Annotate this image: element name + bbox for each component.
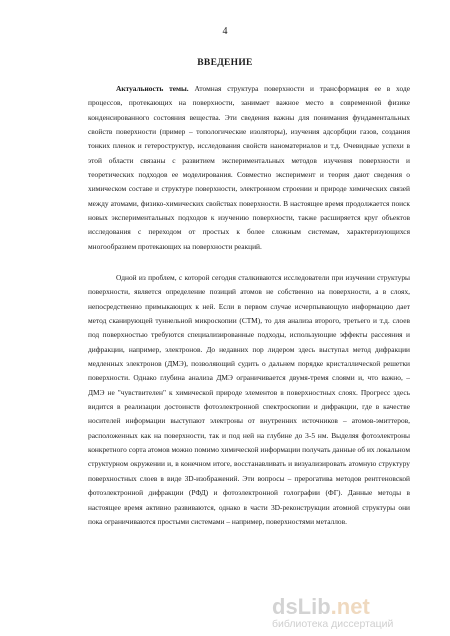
paragraph-body: Атомная структура поверхности и трансформация ее в ходе процессов, протекающих на поверхности, занимает важное место в современной физике конденсированного состояния вещества. Эти сведения важны для понимания фундаментальных свойств поверхности (пример – топологические изоляторы), изучения адсорбции газов, создания тонких пленок и гетероструктур, исследования свойств наноматериалов и т.д. Очевидные успехи в этой области связаны с развитием экспериментальных методов изучения поверхности и теоретических подходов ее моделирования. Совместно эксперимент и теория дают сведения о химическом составе и структуре поверхности, электронном строении и природе химических связей между атомами, физико-химических свойствах поверхности. В настоящее время продолжается поиск новых экспериментальных подходов к изучению поверхности, также расширяется круг объектов исследования с переходом от простых к более сложным системам, характеризующихся многообразием протекающих на поверхности реакций. bbox=[88, 84, 410, 251]
watermark-subtitle: библиотека диссертаций bbox=[272, 618, 394, 630]
section-heading: ВВЕДЕНИЕ bbox=[197, 58, 253, 68]
watermark-brand-suffix: .net bbox=[330, 594, 370, 619]
paragraph-problem bbox=[88, 271, 410, 529]
watermark-brand bbox=[272, 594, 370, 620]
paragraph-relevance bbox=[88, 82, 410, 254]
watermark-brand-main: dsLib bbox=[272, 594, 331, 619]
paragraph-body: Одной из проблем, с которой сегодня сталкиваются исследователи при изучении структуры поверхности, является определение позиций атомов не собственно на поверхности, а в слоях, непосредственно примыкающих к ней. Если в первом случае исчерпывающую информацию дает метод сканирующей туннельной микроскопии (СТМ), то для анализа второго, третьего и т.д. слоев под поверхностью требуются специализированные подходы, использующие эффекты рассеяния и дифракции, например, электронов. До недавних пор лидером здесь выступал метод дифракции медленных электронов (ДМЭ), позволяющий судить о дальнем порядке кристаллической решетки поверхности. Однако глубина анализа ДМЭ ограничивается двумя-тремя слоями и, что важно, – ДМЭ не "чувствителен" к химической природе элементов в поверхностных слоях. Прогресс здесь видится в реализации достоинств фотоэлектронной спектроскопии и дифракции, где в качестве носителей информации выступают электроны от внутренних источников – атомов-эмиттеров, расположенных как на поверхности, так и под ней на глубине до 3-5 нм. Выделяя фотоэлектроны конкретного сорта атомов можно помимо химической информации получать данные об их локальном структурном окружении и, в конечном итоге, восстанавливать и визуализировать атомную структуру поверхностных слоев в виде 3D-изображений. Эти вопросы – прерогатива методов рентгеновской фотоэлектронной дифракции (РФД) и фотоэлектронной голографии (ФГ). Данные методы в настоящее время активно развиваются, однако в части 3D-реконструкции атомной структуры они пока ограничиваются простыми системами – например, поверхностями металлов. bbox=[88, 273, 410, 526]
page-number: 4 bbox=[222, 26, 228, 37]
paragraph-lead: Актуальность темы. bbox=[116, 84, 189, 93]
watermark-logo bbox=[272, 596, 440, 630]
